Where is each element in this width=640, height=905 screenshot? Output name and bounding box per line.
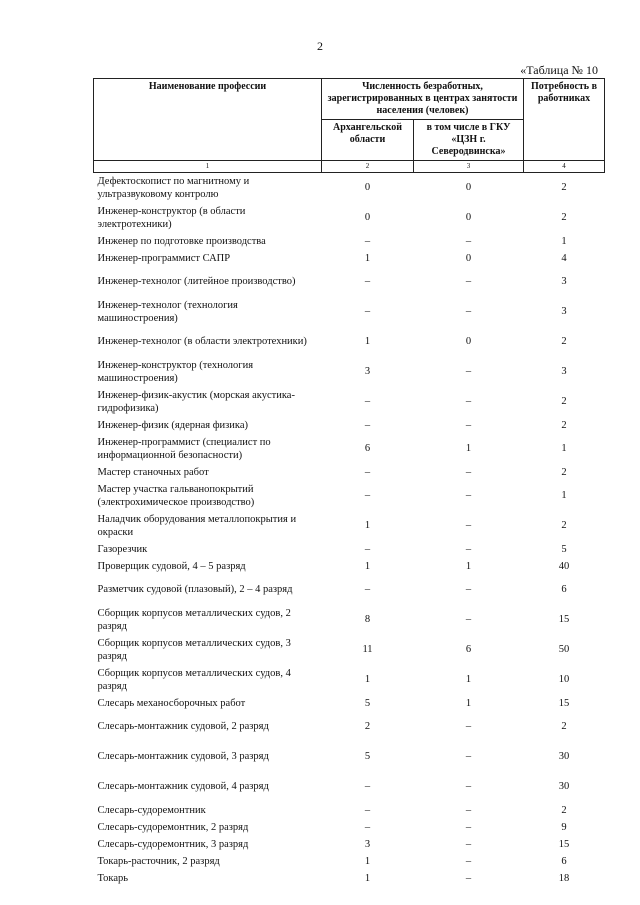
table-row <box>94 173 605 203</box>
demand-count: 4 <box>561 252 567 264</box>
demand-count: 40 <box>558 560 570 572</box>
table-row <box>94 575 605 605</box>
demand-count: 6 <box>561 584 567 595</box>
profession-cell: Проверщик судовой, 4 – 5 разряд <box>97 560 246 572</box>
profession-cell: Инженер-технолог (литейное производство) <box>97 276 296 287</box>
arkhangelsk-count: 1 <box>364 560 371 572</box>
table-row <box>94 417 605 434</box>
severodvinsk-count: – <box>465 855 472 867</box>
header-profession: Наименование профессии <box>94 79 322 161</box>
arkhangelsk-count: 1 <box>364 872 371 884</box>
demand-count: 15 <box>558 697 570 709</box>
severodvinsk-count: 1 <box>465 560 472 572</box>
severodvinsk-count: – <box>465 419 472 431</box>
arkhangelsk-count: – <box>364 804 371 816</box>
header-demand: Потребность в работниках <box>524 79 605 161</box>
severodvinsk-count: 0 <box>465 212 472 223</box>
arkhangelsk-count: 1 <box>364 674 371 685</box>
profession-cell: Инженер-физик-акустик (морская акустика-гидрофизика) <box>97 389 295 414</box>
table-row <box>94 267 605 297</box>
profession-cell: Сборщик корпусов металлических судов, 2 разряд <box>97 607 291 632</box>
profession-cell: Инженер-физик (ядерная физика) <box>97 419 249 431</box>
table-row <box>94 481 605 511</box>
profession-cell: Инженер-конструктор (технология машиностроения) <box>97 359 254 384</box>
profession-cell: Сборщик корпусов металлических судов, 3 разряд <box>97 637 291 662</box>
arkhangelsk-count: – <box>364 396 371 407</box>
table-row <box>94 541 605 558</box>
arkhangelsk-count: 1 <box>364 855 371 867</box>
profession-cell: Инженер-технолог (технология машиностроения) <box>97 299 238 324</box>
table-body <box>94 173 605 887</box>
profession-cell: Слесарь механосборочных работ <box>97 697 246 709</box>
severodvinsk-count: 1 <box>465 697 472 709</box>
demand-count: 2 <box>561 804 567 816</box>
arkhangelsk-count: 0 <box>364 212 371 223</box>
severodvinsk-count: – <box>465 235 472 247</box>
demand-count: 1 <box>561 235 567 247</box>
arkhangelsk-count: – <box>364 821 371 833</box>
demand-count: 2 <box>561 520 567 531</box>
profession-cell: Газорезчик <box>97 543 148 555</box>
col-number: 2 <box>322 161 414 173</box>
profession-cell: Наладчик оборудования металлопокрытия и окраски <box>97 513 297 538</box>
demand-count: 50 <box>558 644 570 655</box>
col-number: 4 <box>524 161 605 173</box>
table-row <box>94 695 605 712</box>
arkhangelsk-count: – <box>364 419 371 431</box>
col-number: 1 <box>94 161 322 173</box>
arkhangelsk-count: – <box>364 235 371 247</box>
severodvinsk-count: – <box>465 396 472 407</box>
severodvinsk-count: – <box>465 276 472 287</box>
arkhangelsk-count: 2 <box>364 721 371 732</box>
header-arkhangelsk: Архангельской области <box>322 120 414 161</box>
severodvinsk-count: 0 <box>465 252 472 264</box>
severodvinsk-count: – <box>465 872 472 884</box>
severodvinsk-count: 0 <box>465 182 472 194</box>
demand-count: 1 <box>561 443 567 454</box>
arkhangelsk-count: – <box>364 584 371 595</box>
header-severodvinsk: в том числе в ГКУ «ЦЗН г. Северодвинска» <box>414 120 524 161</box>
demand-count: 10 <box>558 674 570 685</box>
demand-count: 9 <box>561 821 567 833</box>
severodvinsk-count: – <box>465 543 472 555</box>
arkhangelsk-count: – <box>364 781 371 792</box>
table-row <box>94 870 605 887</box>
demand-count: 3 <box>561 276 567 287</box>
arkhangelsk-count: 0 <box>364 182 371 194</box>
profession-cell: Инженер-программист САПР <box>97 252 231 264</box>
severodvinsk-count: 1 <box>465 443 472 454</box>
arkhangelsk-count: 11 <box>362 644 373 655</box>
table-row <box>94 605 605 635</box>
arkhangelsk-count: 3 <box>364 838 371 850</box>
demand-count: 2 <box>561 721 567 732</box>
arkhangelsk-count: 5 <box>364 697 371 709</box>
profession-cell: Слесарь-монтажник судовой, 2 разряд <box>97 721 269 732</box>
profession-cell: Инженер по подготовке производства <box>97 235 266 247</box>
arkhangelsk-count: – <box>364 466 371 478</box>
table-row <box>94 802 605 819</box>
profession-cell: Токарь <box>97 872 129 884</box>
table-row <box>94 853 605 870</box>
demand-count: 15 <box>558 838 570 850</box>
table-row <box>94 434 605 464</box>
table-row <box>94 297 605 327</box>
profession-cell: Дефектоскопист по магнитному и ультразвуковому контролю <box>97 175 250 200</box>
demand-count: 2 <box>561 396 567 407</box>
table-row <box>94 511 605 541</box>
arkhangelsk-count: 3 <box>364 366 371 377</box>
profession-cell: Слесарь-судоремонтник <box>97 804 206 816</box>
arkhangelsk-count: 1 <box>364 336 371 347</box>
table-row <box>94 203 605 233</box>
table-row <box>94 327 605 357</box>
profession-cell: Мастер станочных работ <box>97 466 209 478</box>
page-number: 2 <box>317 39 323 53</box>
col-number: 3 <box>414 161 524 173</box>
arkhangelsk-count: – <box>364 543 371 555</box>
table-row <box>94 558 605 575</box>
table-row <box>94 464 605 481</box>
demand-count: 6 <box>561 855 567 867</box>
severodvinsk-count: – <box>465 466 472 478</box>
arkhangelsk-count: – <box>364 306 371 317</box>
profession-cell: Слесарь-монтажник судовой, 4 разряд <box>97 781 269 792</box>
severodvinsk-count: – <box>465 366 472 377</box>
profession-cell: Мастер участка гальванопокрытий (электрохимическое производство) <box>97 483 255 508</box>
unemployment-table <box>93 78 605 887</box>
demand-count: 30 <box>558 751 570 762</box>
arkhangelsk-count: 5 <box>364 751 371 762</box>
table-row <box>94 387 605 417</box>
severodvinsk-count: – <box>465 751 472 762</box>
profession-cell: Инженер-конструктор (в области электротехники) <box>97 205 246 230</box>
table-row <box>94 250 605 267</box>
severodvinsk-count: – <box>465 804 472 816</box>
arkhangelsk-count: 6 <box>364 443 371 454</box>
table-row <box>94 712 605 742</box>
profession-cell: Слесарь-судоремонтник, 3 разряд <box>97 838 249 850</box>
demand-count: 2 <box>561 419 567 431</box>
profession-cell: Разметчик судовой (плазовый), 2 – 4 разряд <box>97 584 293 595</box>
demand-count: 15 <box>558 614 570 625</box>
arkhangelsk-count: 1 <box>364 252 371 264</box>
demand-count: 2 <box>561 336 567 347</box>
demand-count: 30 <box>558 781 570 792</box>
demand-count: 2 <box>561 182 567 194</box>
demand-count: 3 <box>561 306 567 317</box>
severodvinsk-count: – <box>465 520 472 531</box>
demand-count: 2 <box>561 466 567 478</box>
severodvinsk-count: – <box>465 781 472 792</box>
demand-count: 2 <box>561 212 567 223</box>
severodvinsk-count: 6 <box>465 644 472 655</box>
profession-cell: Сборщик корпусов металлических судов, 4 разряд <box>97 667 291 692</box>
profession-cell: Инженер-технолог (в области электротехники) <box>97 336 307 347</box>
demand-count: 18 <box>558 872 570 884</box>
severodvinsk-count: – <box>465 584 472 595</box>
severodvinsk-count: 1 <box>465 674 472 685</box>
severodvinsk-count: – <box>465 821 472 833</box>
table-row <box>94 357 605 387</box>
table-row <box>94 233 605 250</box>
demand-count: 3 <box>561 366 567 377</box>
demand-count: 5 <box>561 543 567 555</box>
severodvinsk-count: – <box>465 838 472 850</box>
severodvinsk-count: – <box>465 614 472 625</box>
profession-cell: Слесарь-судоремонтник, 2 разряд <box>97 821 249 833</box>
table-row <box>94 635 605 665</box>
header-unemployed-group: Численность безработных, зарегистрированных в центрах занятости населения (человек) <box>322 79 524 120</box>
profession-cell: Слесарь-монтажник судовой, 3 разряд <box>97 751 269 762</box>
table-row <box>94 665 605 695</box>
arkhangelsk-count: 1 <box>364 520 371 531</box>
arkhangelsk-count: – <box>364 276 371 287</box>
table-label: «Таблица № 10 <box>520 63 598 77</box>
demand-count: 1 <box>561 490 567 501</box>
profession-cell: Инженер-программист (специалист по информационной безопасности) <box>97 436 271 461</box>
table-row <box>94 819 605 836</box>
table-row <box>94 836 605 853</box>
profession-cell: Токарь-расточник, 2 разряд <box>97 855 220 867</box>
table-row <box>94 742 605 772</box>
table-row <box>94 772 605 802</box>
severodvinsk-count: – <box>465 721 472 732</box>
severodvinsk-count: 0 <box>465 336 472 347</box>
arkhangelsk-count: – <box>364 490 371 501</box>
severodvinsk-count: – <box>465 490 472 501</box>
severodvinsk-count: – <box>465 306 472 317</box>
arkhangelsk-count: 8 <box>364 614 371 625</box>
